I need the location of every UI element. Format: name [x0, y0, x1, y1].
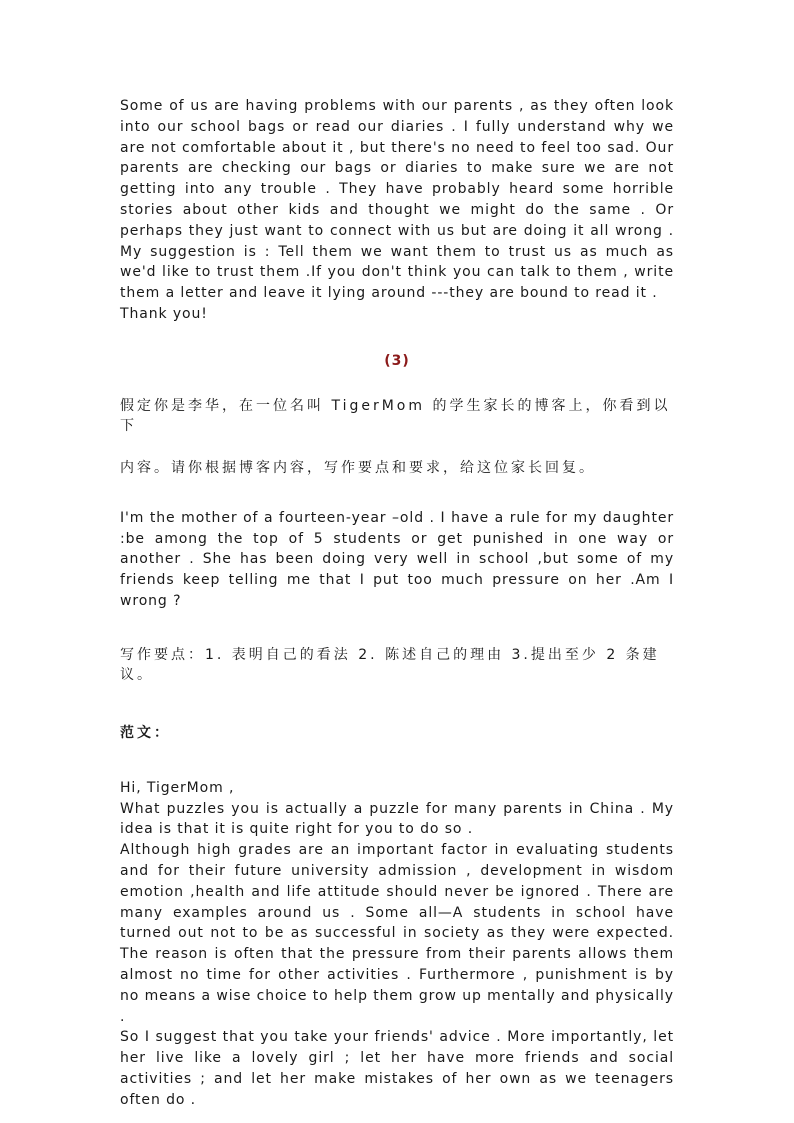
blog-text: I'm the mother of a fourteen-year –old . I have a rule for my daughter :be among the top of 5 students or get punished in one way or another . She has been doing very well in school ,but some of my friends keep telling me that I put too much pressure on her .Am I wrong ? — [120, 509, 674, 609]
blog-excerpt — [120, 508, 674, 612]
instruction-line-2: 内容。请你根据博客内容，写作要点和要求，给这位家长回复。 — [120, 459, 596, 476]
sample-title: 范文： — [120, 724, 171, 741]
letter-paragraph: Some of us are having problems with our parents , as they often look into our school bags or read our diaries . I fully understand why we are not comfortable about it , but there's no need to feel too sad. Our parents are checking our bags or diaries to make sure we are not getting into any trouble . They have probably heard some horrible stories about other kids and thought we might do the same . Or perhaps they just want to connect with us but are doing it all wrong . My suggestion is : Tell them we want them to trust us as much as we'd like to trust them .If you don't think you can talk to them , write them a letter and leave it lying around ---they are bound to read it . — [120, 98, 674, 302]
sample-paragraph-2: Although high grades are an important factor in evaluating students and for their future university admission , development in wisdom emotion ,health and life attitude should never be ignored . There are many examples around us . Some all—A students in school have turned out not to be as successful in society as they were expected. The reason is often that the pressure from their parents allows them almost no time for other activities . Furthermore , punishment is by no means a wise choice to help them grow up mentally and physically . — [120, 842, 674, 1025]
writing-points: 写作要点：1. 表明自己的看法 2. 陈述自己的理由 3.提出至少 2 条建议。 — [120, 646, 660, 683]
sample-greeting: Hi, TigerMom , — [120, 779, 235, 796]
sample-paragraph-1: What puzzles you is actually a puzzle for many parents in China . My idea is that it is quite right for you to do so . — [120, 800, 674, 838]
letter-paragraph-block — [120, 96, 674, 325]
sample-paragraph-3: So I suggest that you take your friends' advice . More importantly, let her live like a lovely girl ; let her have more friends and social activities ; and let her make mistakes of her own as we teenagers often do . — [120, 1029, 674, 1108]
question-number: (3) — [384, 352, 410, 369]
document-page — [120, 96, 674, 1111]
sample-essay — [120, 778, 674, 1111]
letter-closing: Thank you! — [120, 305, 208, 322]
instruction-line-1: 假定你是李华，在一位名叫 TigerMom 的学生家长的博客上，你看到以下 — [120, 397, 671, 434]
